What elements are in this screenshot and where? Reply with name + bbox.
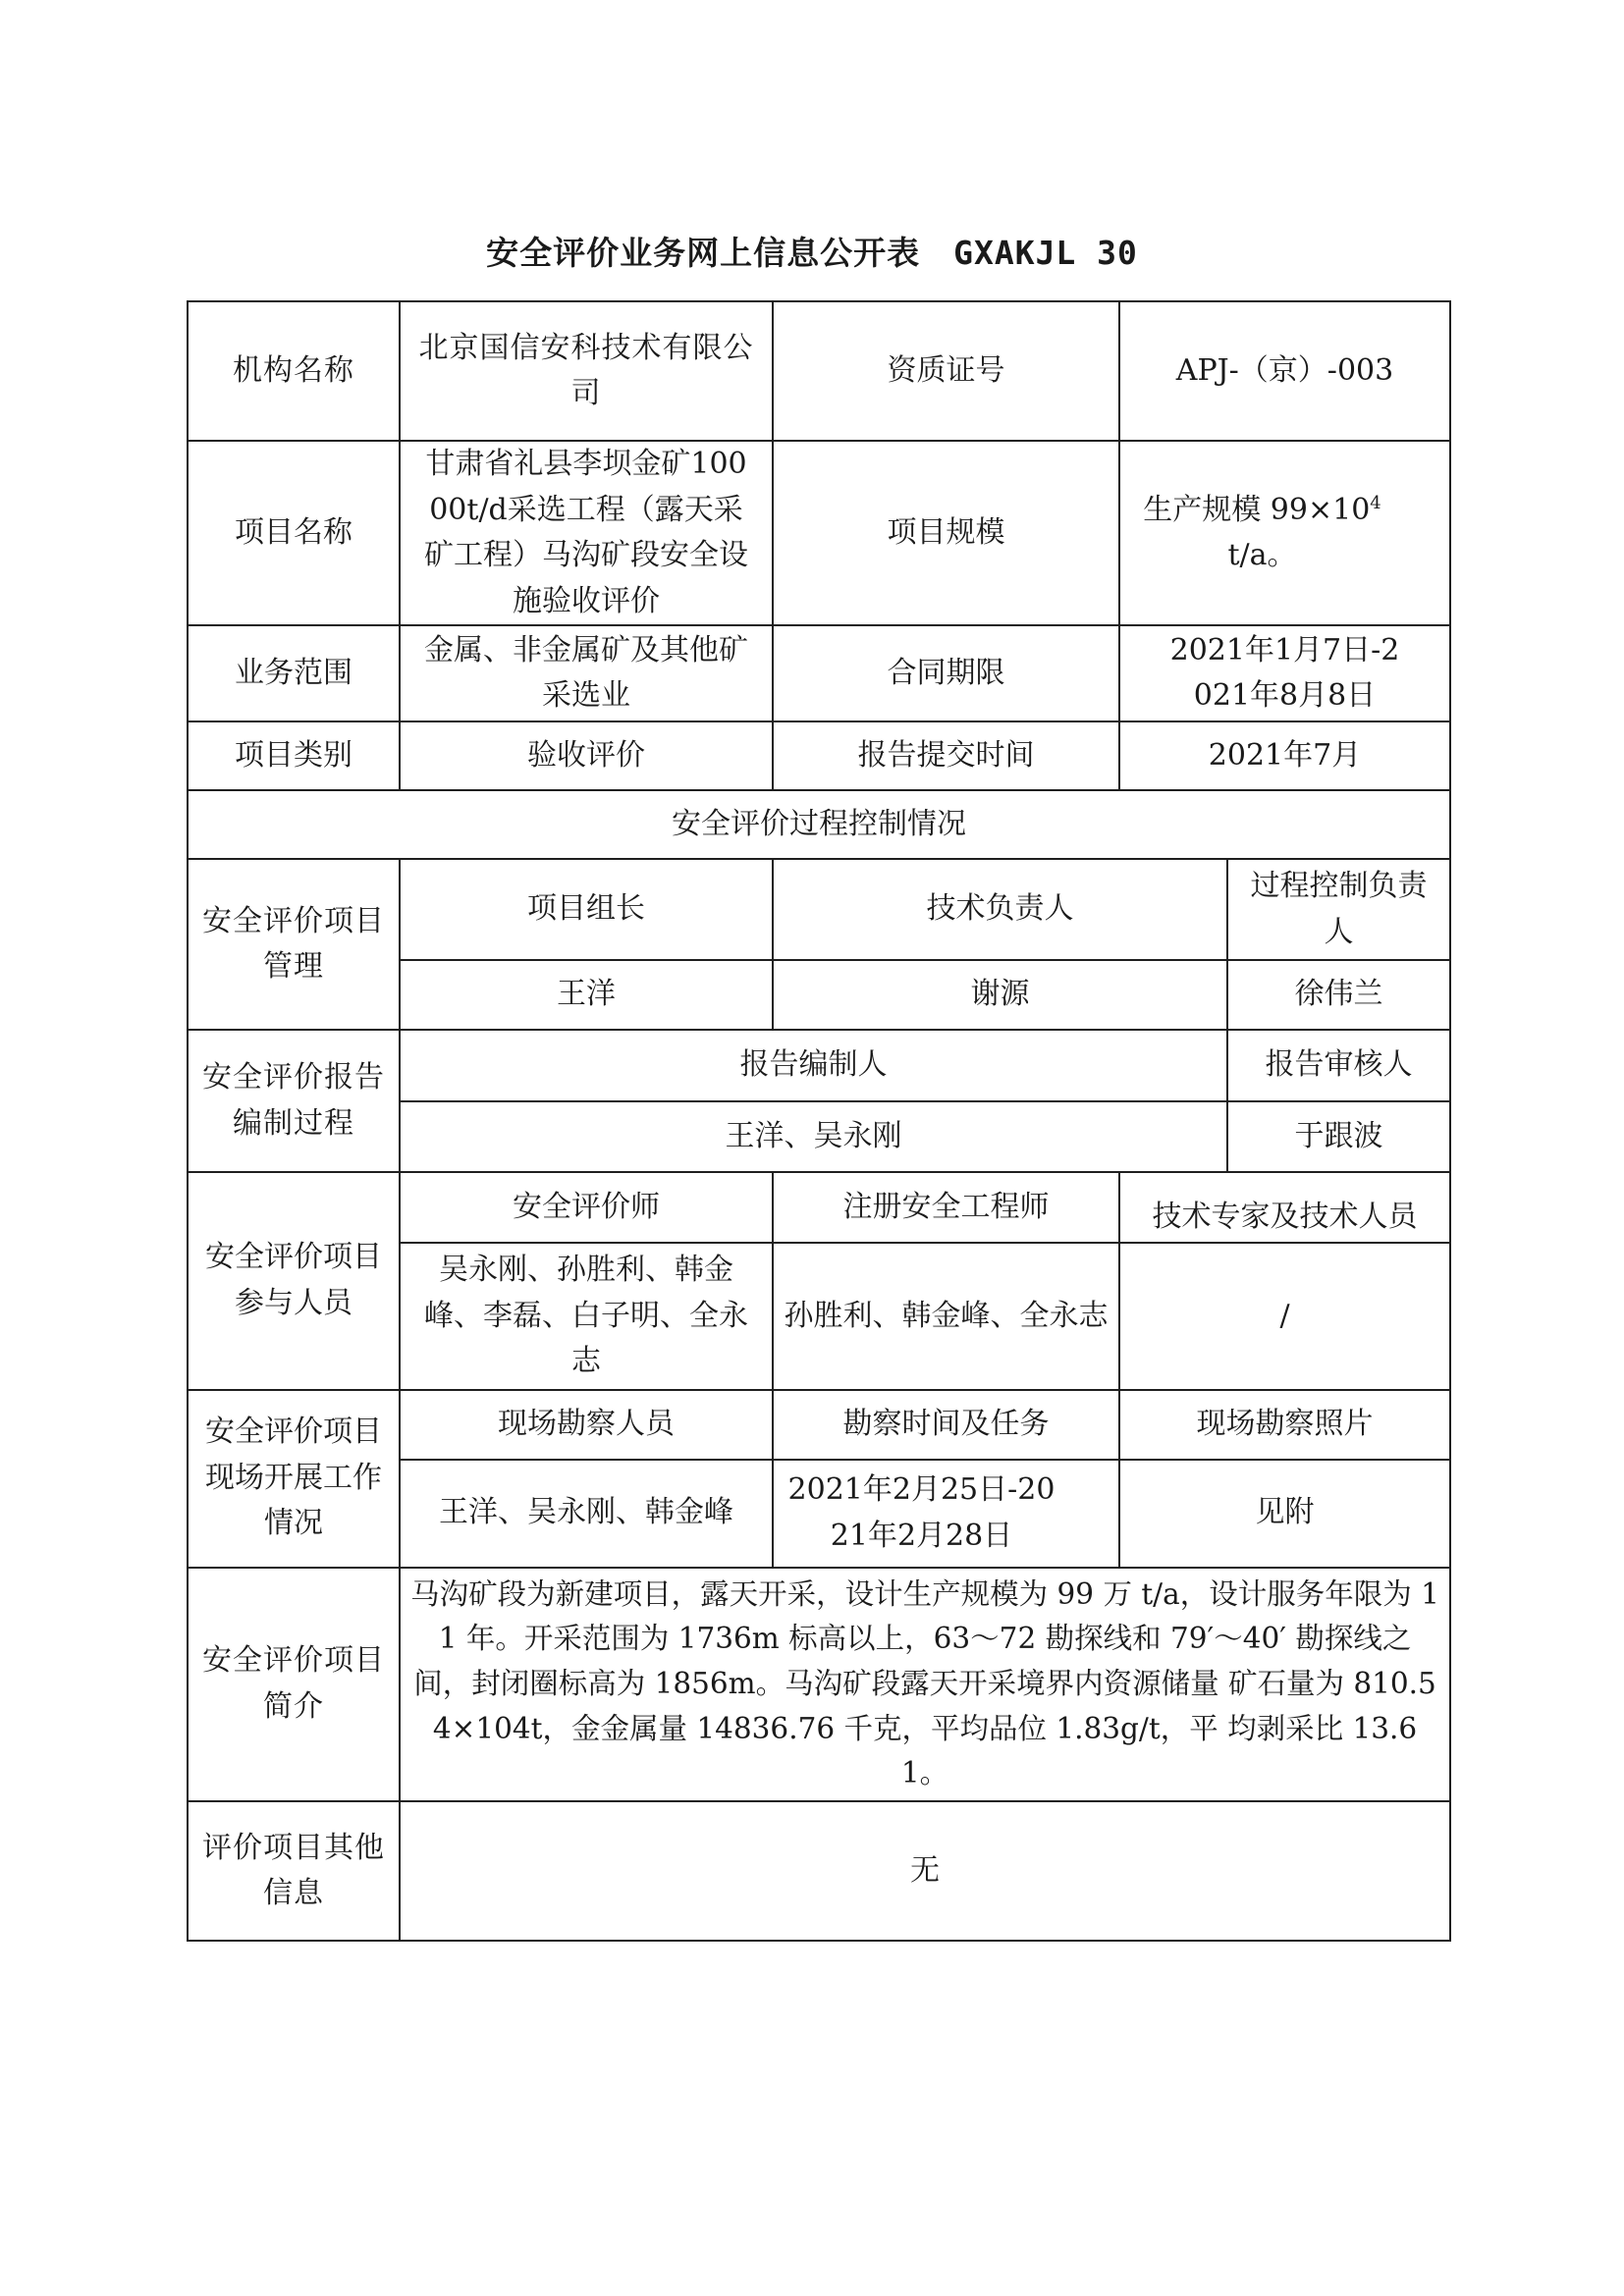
site-staff: 王洋、吴永刚、韩金峰 bbox=[400, 1460, 773, 1568]
other-label: 评价项目其他信息 bbox=[188, 1801, 400, 1941]
cert-label: 资质证号 bbox=[773, 301, 1119, 441]
site-staff-label: 现场勘察人员 bbox=[400, 1390, 773, 1460]
staff-label: 安全评价项目参与人员 bbox=[188, 1172, 400, 1390]
row-scope bbox=[188, 625, 1450, 721]
row-mgmt-header bbox=[188, 859, 1450, 960]
reviewer-value: 于跟波 bbox=[1227, 1101, 1450, 1172]
assessor-names: 吴永刚、孙胜利、韩金峰、李磊、白子明、全永志 bbox=[400, 1243, 773, 1390]
row-process-heading bbox=[188, 790, 1450, 859]
title-text: 安全评价业务网上信息公开表 bbox=[486, 234, 921, 272]
info-table bbox=[187, 300, 1451, 1942]
category-label: 项目类别 bbox=[188, 721, 400, 790]
site-photo-label: 现场勘察照片 bbox=[1119, 1390, 1450, 1460]
writer-value: 王洋、吴永刚 bbox=[400, 1101, 1227, 1172]
site-time: 2021年2月25日-2021年2月28日 bbox=[773, 1460, 1119, 1568]
report-time-label: 报告提交时间 bbox=[773, 721, 1119, 790]
assessor-label: 安全评价师 bbox=[400, 1172, 773, 1243]
form-code: GXAKJL 30 bbox=[953, 234, 1138, 272]
scale-suffix: t/a。 bbox=[1227, 538, 1297, 572]
scale-exponent: 4 bbox=[1370, 492, 1381, 513]
row-report-header bbox=[188, 1030, 1450, 1101]
expert-names: / bbox=[1119, 1243, 1450, 1390]
contract-label: 合同期限 bbox=[773, 625, 1119, 721]
org-name: 北京国信安科技术有限公司 bbox=[400, 301, 773, 441]
report-label: 安全评价报告编制过程 bbox=[188, 1030, 400, 1172]
row-category bbox=[188, 721, 1450, 790]
project-scale-label: 项目规模 bbox=[773, 441, 1119, 625]
page-title bbox=[0, 228, 1624, 274]
expert-label: 技术专家及技术人员 bbox=[1119, 1172, 1450, 1243]
tech-label: 技术负责人 bbox=[773, 859, 1227, 960]
leader-label: 项目组长 bbox=[400, 859, 773, 960]
cert-number: APJ-（京）-003 bbox=[1119, 301, 1450, 441]
scope-label: 业务范围 bbox=[188, 625, 400, 721]
summary-text: 马沟矿段为新建项目，露天开采，设计生产规模为 99 万 t/a，设计服务年限为 11 年。开采范围为 1736m 标高以上，63～72 勘探线和 79′～40′ 勘探线之间，封闭圈标高为 1856m。马沟矿段露天开采境界内资源储量 矿石量为 810.54×104t，金金属量 14836.76 千克，平均品位 1.83g/t，平 均剥采比 13.61。 bbox=[400, 1568, 1450, 1802]
scope-value: 金属、非金属矿及其他矿采选业 bbox=[400, 625, 773, 721]
site-label: 安全评价项目现场开展工作情况 bbox=[188, 1390, 400, 1568]
category-value: 验收评价 bbox=[400, 721, 773, 790]
project-name-label: 项目名称 bbox=[188, 441, 400, 625]
engineer-label: 注册安全工程师 bbox=[773, 1172, 1119, 1243]
mgmt-label: 安全评价项目管理 bbox=[188, 859, 400, 1030]
report-time: 2021年7月 bbox=[1119, 721, 1450, 790]
project-scale bbox=[1119, 441, 1450, 625]
ctrl-label: 过程控制负责人 bbox=[1227, 859, 1450, 960]
reviewer-label: 报告审核人 bbox=[1227, 1030, 1450, 1101]
process-heading: 安全评价过程控制情况 bbox=[188, 790, 1450, 859]
other-value: 无 bbox=[400, 1801, 1450, 1941]
leader-value: 王洋 bbox=[400, 960, 773, 1030]
row-summary bbox=[188, 1568, 1450, 1802]
row-project bbox=[188, 441, 1450, 625]
summary-label: 安全评价项目简介 bbox=[188, 1568, 400, 1802]
engineer-names: 孙胜利、韩金峰、全永志 bbox=[773, 1243, 1119, 1390]
ctrl-value: 徐伟兰 bbox=[1227, 960, 1450, 1030]
row-other bbox=[188, 1801, 1450, 1941]
row-site-header bbox=[188, 1390, 1450, 1460]
site-time-label: 勘察时间及任务 bbox=[773, 1390, 1119, 1460]
org-name-label: 机构名称 bbox=[188, 301, 400, 441]
tech-value: 谢源 bbox=[773, 960, 1227, 1030]
site-photo: 见附 bbox=[1119, 1460, 1450, 1568]
row-staff-header bbox=[188, 1172, 1450, 1243]
writer-label: 报告编制人 bbox=[400, 1030, 1227, 1101]
project-name: 甘肃省礼县李坝金矿10000t/d采选工程（露天采矿工程）马沟矿段安全设施验收评价 bbox=[400, 441, 773, 625]
row-org bbox=[188, 301, 1450, 441]
contract-period: 2021年1月7日-2021年8月8日 bbox=[1119, 625, 1450, 721]
scale-prefix: 生产规模 99×10 bbox=[1143, 492, 1371, 527]
